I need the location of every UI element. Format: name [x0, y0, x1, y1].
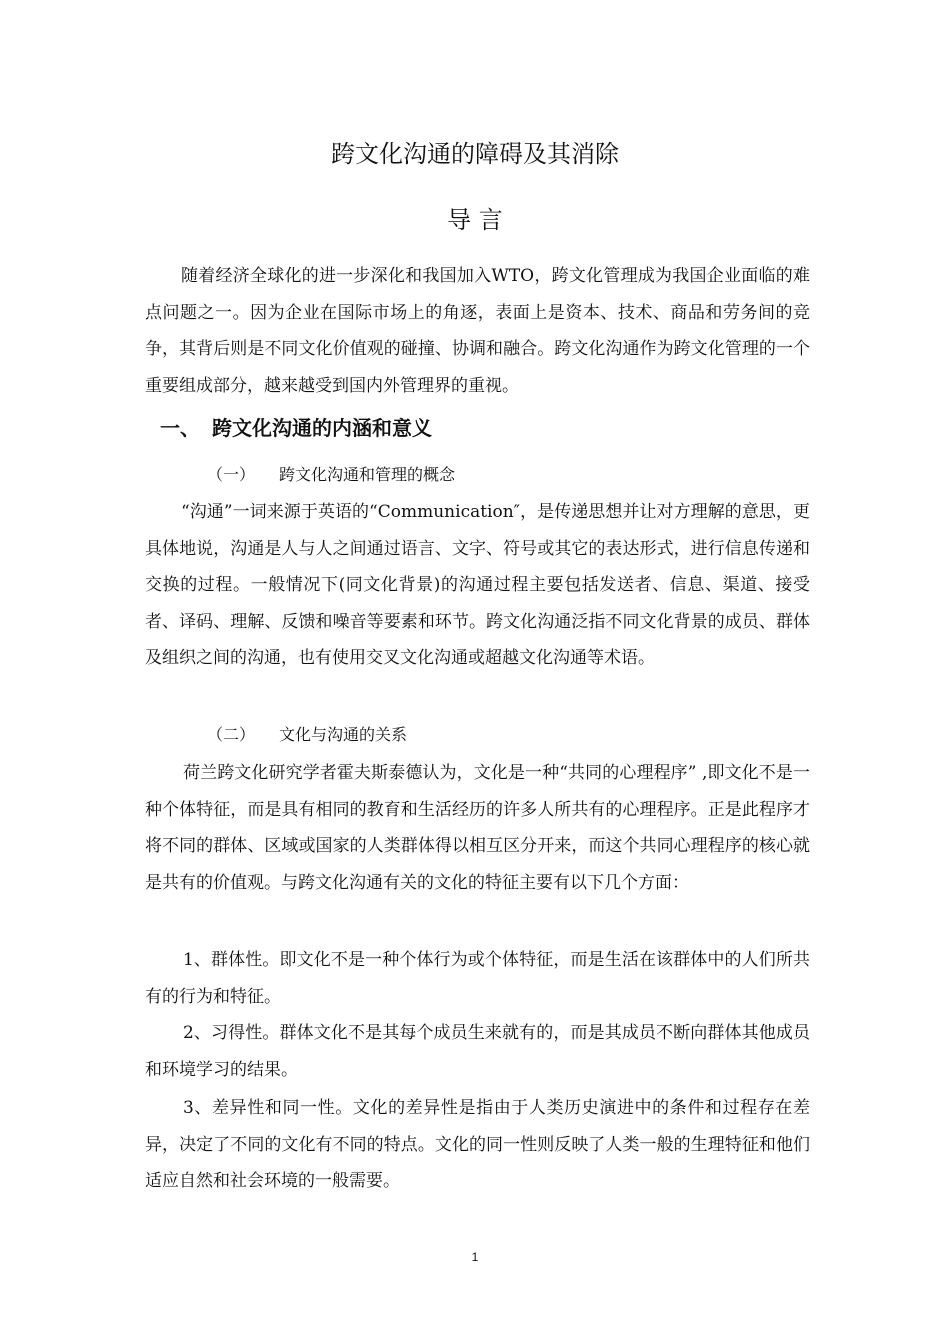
page-number: 1	[471, 1250, 479, 1264]
subsection-heading-2	[207, 720, 407, 750]
list-item: 1、群体性。即文化不是一种个体行为或个体特征，而是生活在该群体中的人们所共有的行为和特征。	[145, 950, 810, 1007]
body-paragraph: 荷兰跨文化研究学者霍夫斯泰德认为，文化是一种“共同的心理程序” ,即文化不是一种个体特征，而是具有相同的教育和生活经历的许多人所共有的心理程序。正是此程序才将不同的群体、区域或国家的人类群体得以相互区分开来，而这个共同心理程序的核心就是共有的价值观。与跨文化沟通有关的文化的特征主要有以下几个方面：	[145, 763, 810, 893]
section-heading-1	[160, 410, 432, 446]
section-number: 一、	[160, 416, 200, 440]
list-item: 2、习得性。群体文化不是其每个成员生来就有的，而是其成员不断向群体其他成员和环境学习的结果。	[145, 1023, 810, 1080]
body-paragraph: “沟通”一词来源于英语的“Communication″，是传递思想并让对方理解的意思，更具体地说，沟通是人与人之间通过语言、文字、符号或其它的表达形式，进行信息传递和交换的过程。一般情况下(同文化背景)的沟通过程主要包括发送者、信息、渠道、接受者、译码、理解、反馈和噪音等要素和环节。跨文化沟通泛指不同文化背景的成员、群体及组织之间的沟通，也有使用交叉文化沟通或超越文化沟通等术语。	[145, 502, 810, 669]
subsection-title: 文化与沟通的关系	[279, 725, 408, 744]
intro-paragraph: 随着经济全球化的进一步深化和我国加入WTO，跨文化管理成为我国企业面临的难点问题之一。因为企业在国际市场上的角逐，表面上是资本、技术、商品和劳务间的竞争，其背后则是不同文化价值观的碰撞、协调和融合。跨文化沟通作为跨文化管理的一个重要组成部分，越来越受到国内外管理界的重视。	[145, 266, 810, 396]
subsection-number: （一）	[207, 465, 256, 484]
list-item: 3、差异性和同一性。文化的差异性是指由于人类历史演进中的条件和过程存在差异，决定了不同的文化有不同的特点。文化的同一性则反映了人类一般的生理特征和他们适应自然和社会环境的一般需要。	[145, 1098, 810, 1192]
subsection-title: 跨文化沟通和管理的概念	[279, 465, 456, 484]
subsection-heading-1	[207, 460, 455, 490]
section-title: 跨文化沟通的内涵和意义	[212, 416, 432, 440]
subsection-number: （二）	[207, 725, 256, 744]
document-title: 跨文化沟通的障碍及其消除	[331, 140, 619, 168]
document-subtitle: 导 言	[447, 206, 503, 234]
